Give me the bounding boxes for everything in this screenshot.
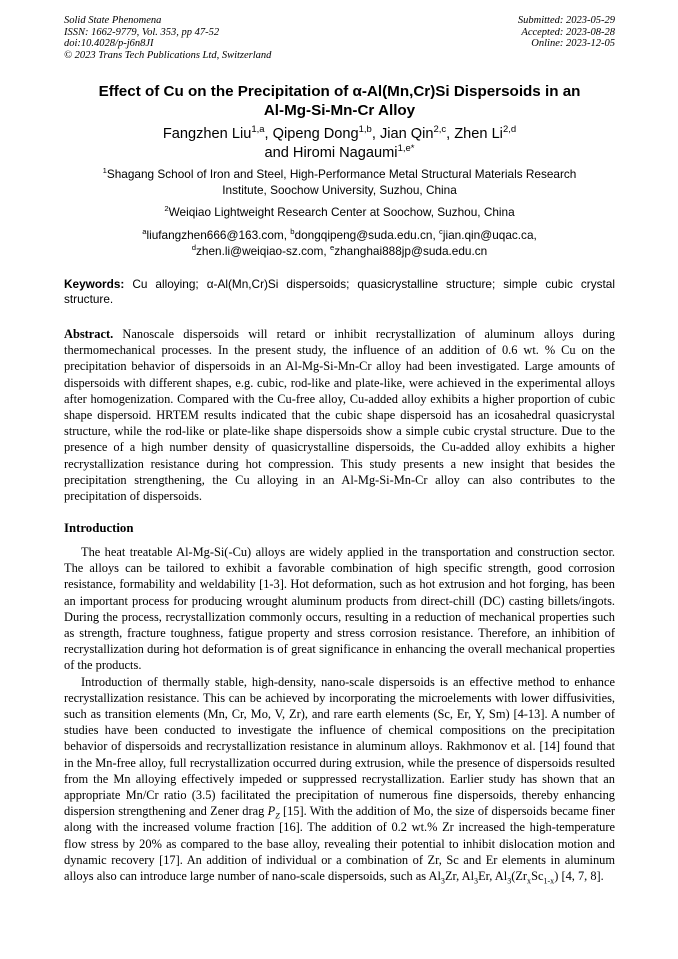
- email-list: [64, 228, 615, 259]
- online-date: Online: 2023-12-05: [531, 38, 615, 49]
- email-link[interactable]: liufangzhen666@163.com,: [146, 228, 291, 242]
- header-left: [64, 15, 271, 61]
- author-name: Jian Qin: [379, 126, 434, 142]
- copyright: © 2023 Trans Tech Publications Ltd, Switzerland: [64, 49, 272, 61]
- affiliation-2: [64, 205, 615, 221]
- abstract-label: Abstract.: [64, 327, 114, 341]
- journal-name: Solid State Phenomena: [64, 15, 162, 26]
- email-sup: a: [142, 227, 147, 237]
- email-link[interactable]: jian.qin@uqac.ca,: [442, 228, 537, 242]
- title-line-2: Al-Mg-Si-Mn-Cr Alloy: [263, 102, 416, 119]
- author-name: Fangzhen Liu: [162, 126, 252, 142]
- doi[interactable]: doi:10.4028/p-j6n8JI: [64, 38, 154, 49]
- authors-line-2: [64, 144, 615, 163]
- author-sup: 1,a: [251, 124, 265, 136]
- author-sup: 1,e*: [397, 143, 415, 155]
- keywords-label: Keywords:: [64, 277, 125, 291]
- affiliation-sup: 2: [164, 204, 169, 214]
- section-heading: Introduction: [64, 521, 134, 535]
- email-sup: d: [191, 242, 197, 252]
- header-right: [518, 15, 615, 50]
- email-link[interactable]: dongqipeng@suda.edu.cn,: [294, 228, 440, 242]
- abstract-text: Nanoscale dispersoids will retard or inhibit recrystallization of aluminum alloys during thermomechanical processes. In the present study, the influence of an addition of 0.6 wt. % Cu on the precipitation behavior of dispersoids in an Al-Mg-Si-Mn-Cr alloy had been investigated. Large amounts of dispersoids with different shapes, e.g. cubic, rod-like and plate-like, were achieved in the experimental alloys after homogenization. Compared with the Cu-free alloy, Cu-added alloy exhibits a higher proportion of cubic shape dispersoid. HRTEM results indicated that the cubic shape dispersoid has an icosahedral quasicrystal structure, while the rod-like or plate-like shape dispersoids show a simple cubic crystal structure. Due to the presence of a high number density of quasicrystalline dispersoids, the Cu-added alloy exhibits a higher recrystallization resistance during hot compression. This study presents a new insight that besides the precipitation strengthening, the Cu alloying in an Al-Mg-Si-Mn-Cr alloy can also contributes to the precipitation of dispersoids.: [64, 327, 615, 504]
- abstract: [64, 326, 615, 504]
- affiliation-sup: 1: [102, 166, 107, 176]
- author-name: Qipeng Dong: [272, 126, 359, 142]
- keywords-text: Cu alloying; α-Al(Mn,Cr)Si dispersoids; quasicrystalline structure; simple cubic crystal structure.: [64, 277, 615, 306]
- email-link[interactable]: zhanghai888jp@suda.edu.cn: [334, 243, 488, 258]
- affiliation-line: Shagang School of Iron and Steel, High-Performance Metal Structural Materials Research: [106, 167, 577, 181]
- author-sup: 2,c: [433, 124, 447, 136]
- authors-line-1: Fangzhen Liu$^{1,a}$, Qipeng Dong$^{1,b}$, Jian Qin$^{2,c}$, Zhen Li$^{2,d}$: [162, 124, 517, 142]
- paragraph: Introduction of thermally stable, high-density, nano-scale dispersoids is an effective method to enhance recrystallization resistance. This can be achieved by incorporating the microelements with lower diffusivities, such as transition elements (Mn, Cr, Mo, V, Zr), and rare earth elements (Sc, Er, Y, Sm) [4-13]. A number of studies have been conducted to investigate the influence of chemical compositions on the precipitation behavior of dispersoids and recrystallization resistance in aluminum alloys. Rakhmonov et al. [14] found that in the Mn-free alloy, full recrystallization occurred during extrusion, while the presence of dispersoids resulted from the Mn alloying effectively impeded or suppressed recrystallization. Earlier study has shown that an appropriate Mn/Cr ratio (3.5) facilitated the precipitation of numerous fine dispersoids, thereby enhancing dispersion strengthening and Zener drag $P_Z$ [15]. With the addition of Mo, the size of dispersoids became finer along with the increased volume fraction [16]. The addition of 0.2 wt.% Zr increased the high-temperature flow stress by 20% as compared to the base alloy, revealing their potential to inhibit dislocation motion and dynamic recovery [17]. An addition of individual or a combination of Zr, Sc and Er elements in aluminum alloys also can introduce large number of nano-scale dispersoids, such as $Al_3Zr$, $Al_3Er$, $Al_3(Zr_xSc_{1-x})$ [4, 7, 8].: [64, 674, 616, 886]
- author-sup: 2,d: [502, 124, 517, 136]
- submitted-date: Submitted: 2023-05-29: [517, 15, 615, 26]
- introduction-body: [64, 544, 615, 884]
- accepted-date: Accepted: 2023-08-28: [521, 26, 615, 38]
- author-list: [64, 125, 615, 163]
- title-line-1: Effect of Cu on the Precipitation of α-Al(Mn,Cr)Si Dispersoids in an: [98, 83, 581, 100]
- affiliation-line: Weiqiao Lightweight Research Center at Soochow, Suzhou, China: [168, 205, 515, 219]
- email-sup: c: [439, 227, 443, 237]
- affiliation-line: Institute, Soochow University, Suzhou, China: [222, 182, 457, 197]
- email-sup: e: [329, 242, 335, 252]
- email-sup: b: [290, 227, 295, 237]
- email-link[interactable]: zhen.li@weiqiao-sz.com,: [196, 243, 330, 258]
- issn: ISSN: 1662-9779, Vol. 353, pp 47-52: [64, 26, 220, 38]
- affiliation-1: [64, 167, 615, 198]
- paper-title: [64, 82, 615, 120]
- keywords: [64, 277, 615, 306]
- author-name: and Hiromi Nagaumi: [264, 145, 398, 161]
- author-name: Zhen Li: [454, 126, 503, 142]
- author-sup: 1,b: [358, 124, 372, 136]
- paragraph: The heat treatable Al-Mg-Si(-Cu) alloys are widely applied in the transportation and construction sector. The alloys can be tailored to exhibit a favorable combination of high specific strength, good corrosion resistance, formability and weldability [1-3]. Hot deformation, such as hot extrusion and hot forging, has been an important process for producing wrought aluminum products from direct-chill (DC) casting billets/ingots. During the process, recrystallization commonly occurs, resulting in a reduction of mechanical properties such as strength, fracture toughness, fatigue property and stress corrosion resistance. Therefore, an inhibition of recrystallization during hot deformation is of great significance in enhancing the overall mechanical properties of the products.: [64, 545, 615, 673]
